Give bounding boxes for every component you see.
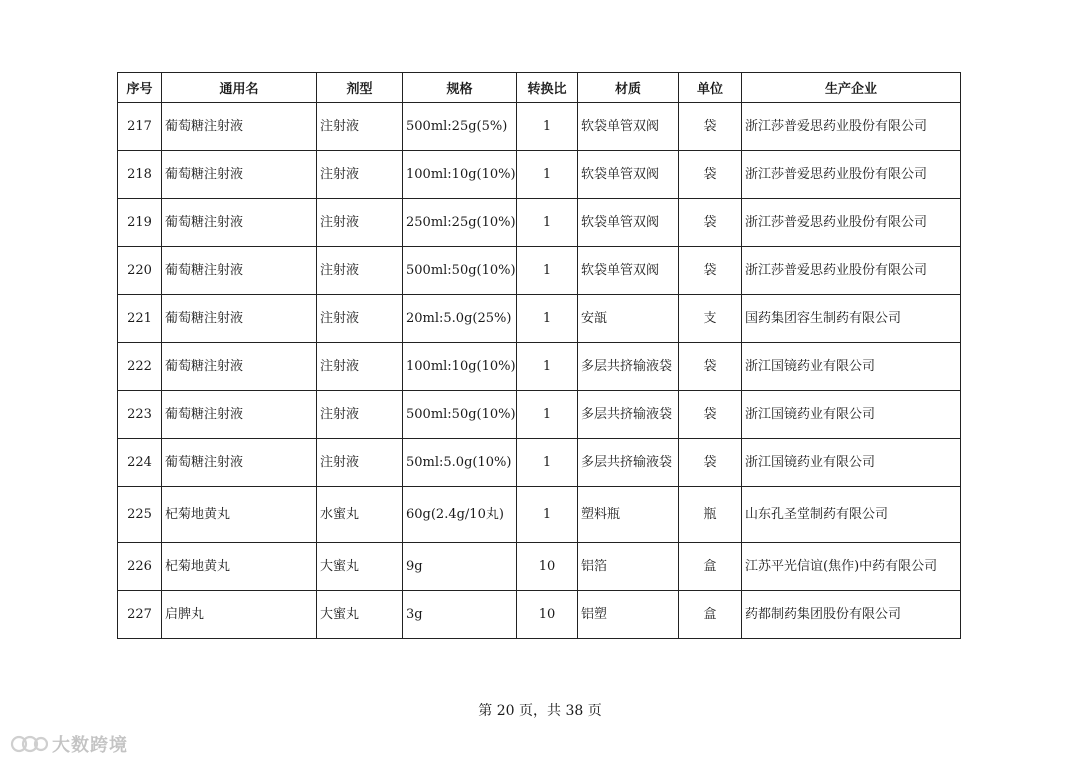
cell-dosage-form: 大蜜丸	[317, 591, 403, 639]
cell-index: 222	[118, 343, 162, 391]
cell-material: 软袋单管双阀	[578, 103, 679, 151]
cell-material: 软袋单管双阀	[578, 151, 679, 199]
cell-spec: 60g(2.4g/10丸)	[403, 487, 517, 543]
header-cell: 通用名	[162, 73, 317, 103]
cell-material: 多层共挤输液袋	[578, 343, 679, 391]
cell-dosage-form: 大蜜丸	[317, 543, 403, 591]
cell-ratio: 10	[517, 543, 578, 591]
cell-index: 223	[118, 391, 162, 439]
cell-dosage-form: 注射液	[317, 343, 403, 391]
cell-generic-name: 葡萄糖注射液	[162, 343, 317, 391]
table-row	[118, 103, 961, 151]
cell-spec: 100ml:10g(10%)	[403, 343, 517, 391]
cell-material: 多层共挤输液袋	[578, 391, 679, 439]
cell-index: 227	[118, 591, 162, 639]
header-cell: 单位	[679, 73, 742, 103]
cell-ratio: 1	[517, 439, 578, 487]
table-header-row	[118, 73, 961, 103]
header-cell: 材质	[578, 73, 679, 103]
table-row	[118, 343, 961, 391]
drug-table	[117, 72, 961, 639]
table-row	[118, 391, 961, 439]
cell-unit: 袋	[679, 247, 742, 295]
cell-ratio: 1	[517, 199, 578, 247]
table-row	[118, 487, 961, 543]
cell-index: 217	[118, 103, 162, 151]
cell-spec: 20ml:5.0g(25%)	[403, 295, 517, 343]
cell-material: 多层共挤输液袋	[578, 439, 679, 487]
header-cell: 转换比	[517, 73, 578, 103]
cell-index: 225	[118, 487, 162, 543]
cell-dosage-form: 注射液	[317, 295, 403, 343]
cell-ratio: 1	[517, 343, 578, 391]
cell-generic-name: 杞菊地黄丸	[162, 487, 317, 543]
cell-unit: 盒	[679, 591, 742, 639]
cell-index: 226	[118, 543, 162, 591]
cell-spec: 500ml:25g(5%)	[403, 103, 517, 151]
table-row	[118, 591, 961, 639]
watermark	[10, 731, 128, 757]
cell-spec: 3g	[403, 591, 517, 639]
table-row	[118, 199, 961, 247]
cell-ratio: 1	[517, 295, 578, 343]
cell-generic-name: 葡萄糖注射液	[162, 295, 317, 343]
cell-manufacturer: 浙江莎普爱思药业股份有限公司	[742, 151, 961, 199]
cell-ratio: 1	[517, 103, 578, 151]
cell-manufacturer: 浙江国镜药业有限公司	[742, 343, 961, 391]
cell-material: 安瓿	[578, 295, 679, 343]
cell-manufacturer: 国药集团容生制药有限公司	[742, 295, 961, 343]
cell-dosage-form: 注射液	[317, 247, 403, 295]
cell-material: 塑料瓶	[578, 487, 679, 543]
cell-index: 218	[118, 151, 162, 199]
cell-spec: 500ml:50g(10%)	[403, 247, 517, 295]
header-cell: 剂型	[317, 73, 403, 103]
cell-spec: 500ml:50g(10%)	[403, 391, 517, 439]
table-row	[118, 247, 961, 295]
cell-unit: 袋	[679, 439, 742, 487]
cell-ratio: 1	[517, 487, 578, 543]
cell-unit: 袋	[679, 151, 742, 199]
cell-dosage-form: 注射液	[317, 391, 403, 439]
cell-index: 224	[118, 439, 162, 487]
cell-generic-name: 葡萄糖注射液	[162, 391, 317, 439]
cell-manufacturer: 浙江国镜药业有限公司	[742, 391, 961, 439]
cell-index: 219	[118, 199, 162, 247]
cell-spec: 250ml:25g(10%)	[403, 199, 517, 247]
cell-unit: 袋	[679, 391, 742, 439]
table-row	[118, 151, 961, 199]
header-cell: 规格	[403, 73, 517, 103]
cell-generic-name: 葡萄糖注射液	[162, 199, 317, 247]
cell-ratio: 1	[517, 151, 578, 199]
page-number: 第 20 页，共 38 页	[478, 703, 602, 719]
cell-generic-name: 杞菊地黄丸	[162, 543, 317, 591]
table-row	[118, 439, 961, 487]
cell-index: 220	[118, 247, 162, 295]
cell-ratio: 1	[517, 247, 578, 295]
cell-material: 软袋单管双阀	[578, 247, 679, 295]
cell-spec: 9g	[403, 543, 517, 591]
cell-generic-name: 葡萄糖注射液	[162, 439, 317, 487]
cell-material: 铝箔	[578, 543, 679, 591]
cell-index: 221	[118, 295, 162, 343]
cell-material: 铝塑	[578, 591, 679, 639]
header-cell: 生产企业	[742, 73, 961, 103]
cell-unit: 瓶	[679, 487, 742, 543]
cell-manufacturer: 浙江莎普爱思药业股份有限公司	[742, 247, 961, 295]
cell-dosage-form: 水蜜丸	[317, 487, 403, 543]
cell-dosage-form: 注射液	[317, 199, 403, 247]
header-cell: 序号	[118, 73, 162, 103]
cell-generic-name: 葡萄糖注射液	[162, 151, 317, 199]
cell-generic-name: 葡萄糖注射液	[162, 247, 317, 295]
cell-generic-name: 葡萄糖注射液	[162, 103, 317, 151]
cell-manufacturer: 浙江国镜药业有限公司	[742, 439, 961, 487]
cell-unit: 袋	[679, 103, 742, 151]
cell-manufacturer: 药都制药集团股份有限公司	[742, 591, 961, 639]
cell-unit: 袋	[679, 343, 742, 391]
table-row	[118, 295, 961, 343]
cell-ratio: 10	[517, 591, 578, 639]
cell-spec: 50ml:5.0g(10%)	[403, 439, 517, 487]
watermark-text: 大数跨境	[52, 735, 128, 756]
cell-unit: 盒	[679, 543, 742, 591]
cell-manufacturer: 浙江莎普爱思药业股份有限公司	[742, 199, 961, 247]
table-row	[118, 543, 961, 591]
cell-dosage-form: 注射液	[317, 151, 403, 199]
cell-unit: 袋	[679, 199, 742, 247]
cell-manufacturer: 江苏平光信谊(焦作)中药有限公司	[742, 543, 961, 591]
cell-generic-name: 启脾丸	[162, 591, 317, 639]
cell-spec: 100ml:10g(10%)	[403, 151, 517, 199]
cell-material: 软袋单管双阀	[578, 199, 679, 247]
cell-dosage-form: 注射液	[317, 439, 403, 487]
cell-dosage-form: 注射液	[317, 103, 403, 151]
cell-ratio: 1	[517, 391, 578, 439]
cell-unit: 支	[679, 295, 742, 343]
logo-icon	[10, 733, 48, 755]
cell-manufacturer: 浙江莎普爱思药业股份有限公司	[742, 103, 961, 151]
cell-manufacturer: 山东孔圣堂制药有限公司	[742, 487, 961, 543]
